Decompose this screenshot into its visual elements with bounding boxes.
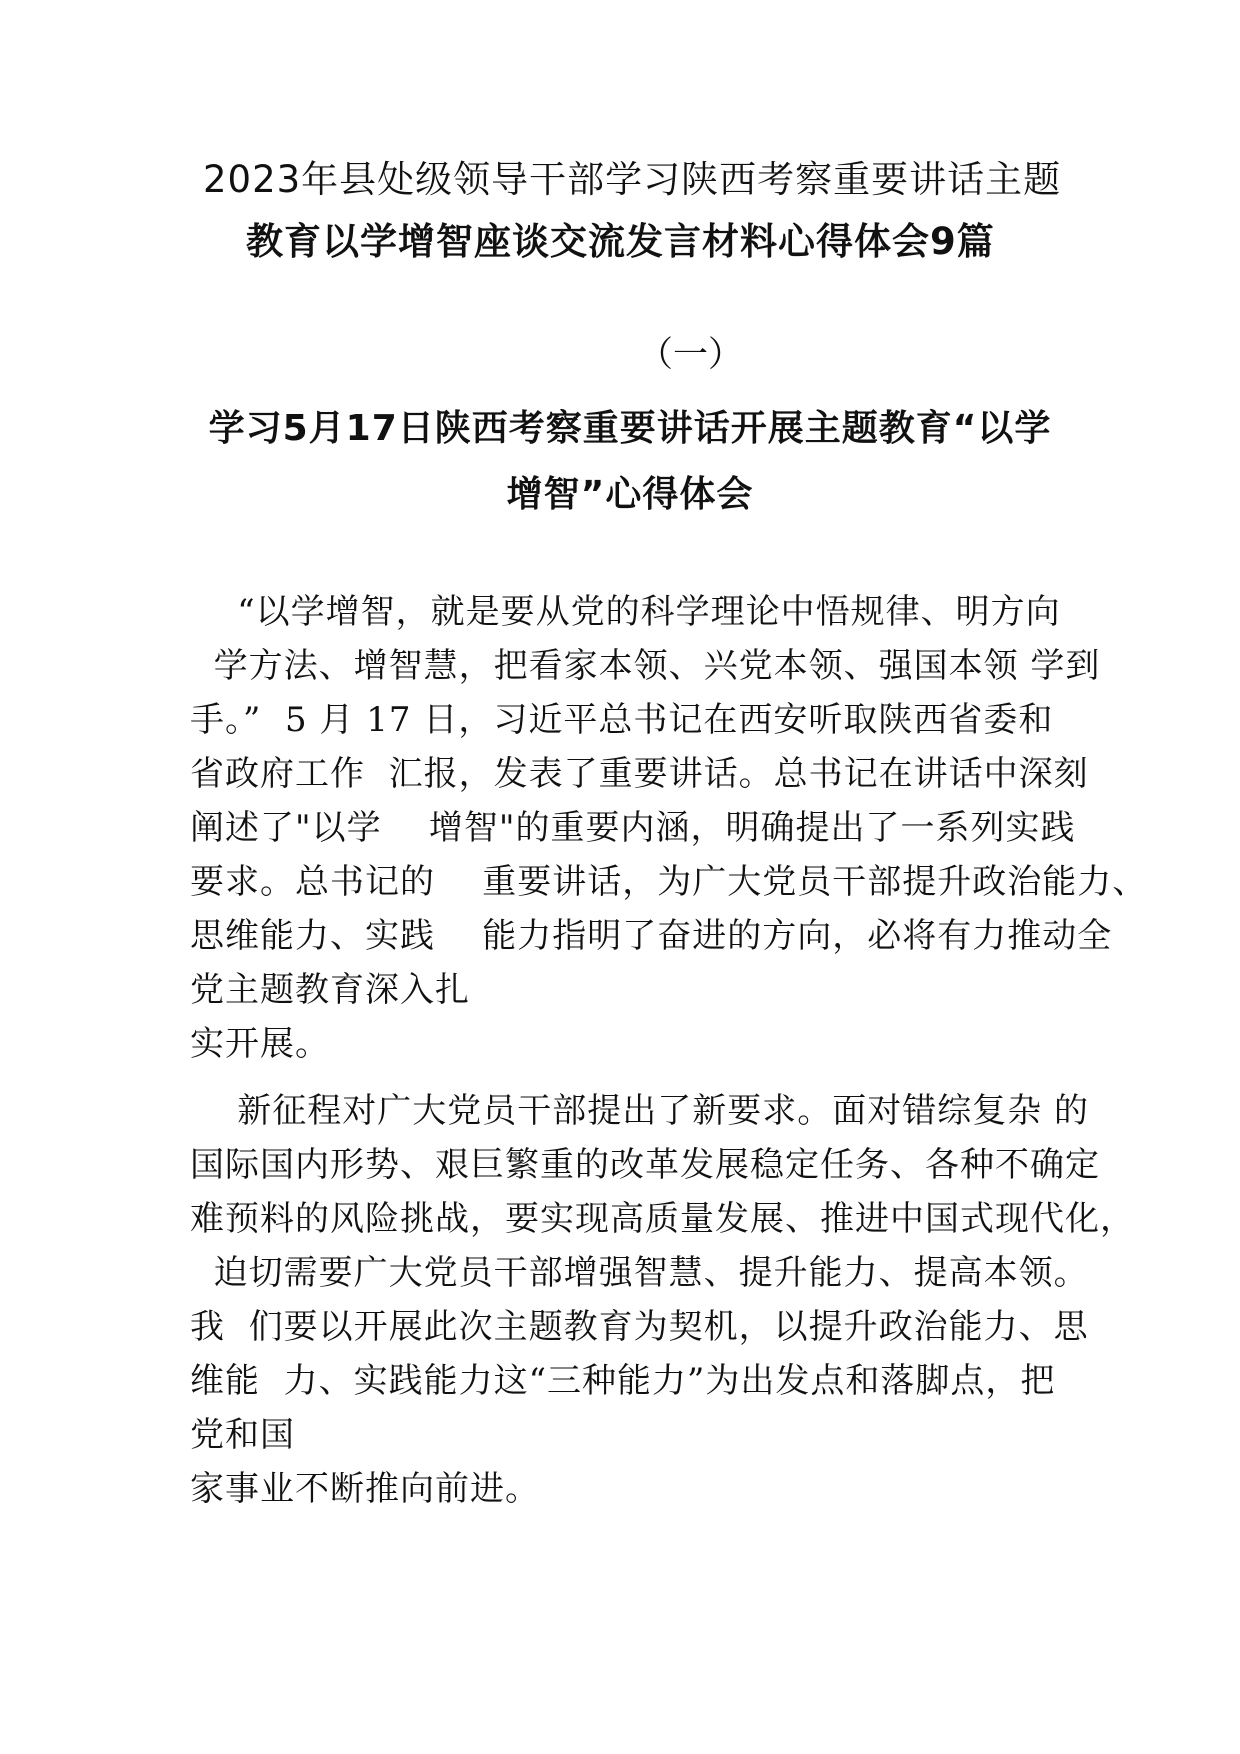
paragraph-line: 维能 力、实践能力这“三种能力”为出发点和落脚点，把 xyxy=(190,1361,1056,1401)
paragraph-line: 难预料的风险挑战，要实现高质量发展、推进中国式现代化， xyxy=(190,1199,1135,1239)
paragraph-line: 要求。总书记的 重要讲话，为广大党员干部提升政治能力、 xyxy=(190,862,1148,902)
section-heading-line-1: 学习5月17日陕西考察重要讲话开展主题教育“以学 xyxy=(208,408,1052,449)
paragraph-line: 我 们要以开展此次主题教育为契机，以提升政治能力、思 xyxy=(190,1307,1089,1347)
section-number: （一） xyxy=(638,335,744,375)
paragraph-line: 迫切需要广大党员干部增强智慧、提升能力、提高本领。 xyxy=(190,1253,1089,1293)
paragraph-line: 实开展。 xyxy=(190,1024,330,1064)
paragraph-line: 阐述了"以学 增智"的重要内涵，明确提出了一系列实践 xyxy=(190,808,1076,848)
document-title-line-1: 2023年县处级领导干部学习陕西考察重要讲话主题 xyxy=(203,158,1062,201)
paragraph-line: 党和国 xyxy=(190,1415,295,1455)
paragraph-line: 国际国内形势、艰巨繁重的改革发展稳定任务、各种不确定 xyxy=(190,1145,1100,1185)
paragraph-line: “以学增智，就是要从党的科学理论中悟规律、明方向 xyxy=(190,592,1061,632)
paragraph-line: 学方法、增智慧，把看家本领、兴党本领、强国本领 学到 xyxy=(190,646,1101,686)
paragraph-line: 省政府工作 汇报，发表了重要讲话。总书记在讲话中深刻 xyxy=(190,754,1089,794)
paragraph-line: 思维能力、实践 能力指明了奋进的方向，必将有力推动全 xyxy=(190,916,1113,956)
paragraph-line: 手。” 5 月 17 日，习近平总书记在西安听取陕西省委和 xyxy=(190,700,1054,740)
section-heading xyxy=(190,396,1070,528)
section-heading-line-2: 增智”心得体会 xyxy=(506,474,754,515)
paragraph-1 xyxy=(190,585,1148,1071)
paragraph-line: 新征程对广大党员干部提出了新要求。面对错综复杂 的 xyxy=(190,1091,1090,1131)
paragraph-line: 党主题教育深入扎 xyxy=(190,970,470,1010)
paragraph-line: 家事业不断推向前进。 xyxy=(190,1469,540,1509)
paragraph-2 xyxy=(190,1084,1135,1516)
document-title-line-2: 教育以学增智座谈交流发言材料心得体会9篇 xyxy=(246,220,995,263)
